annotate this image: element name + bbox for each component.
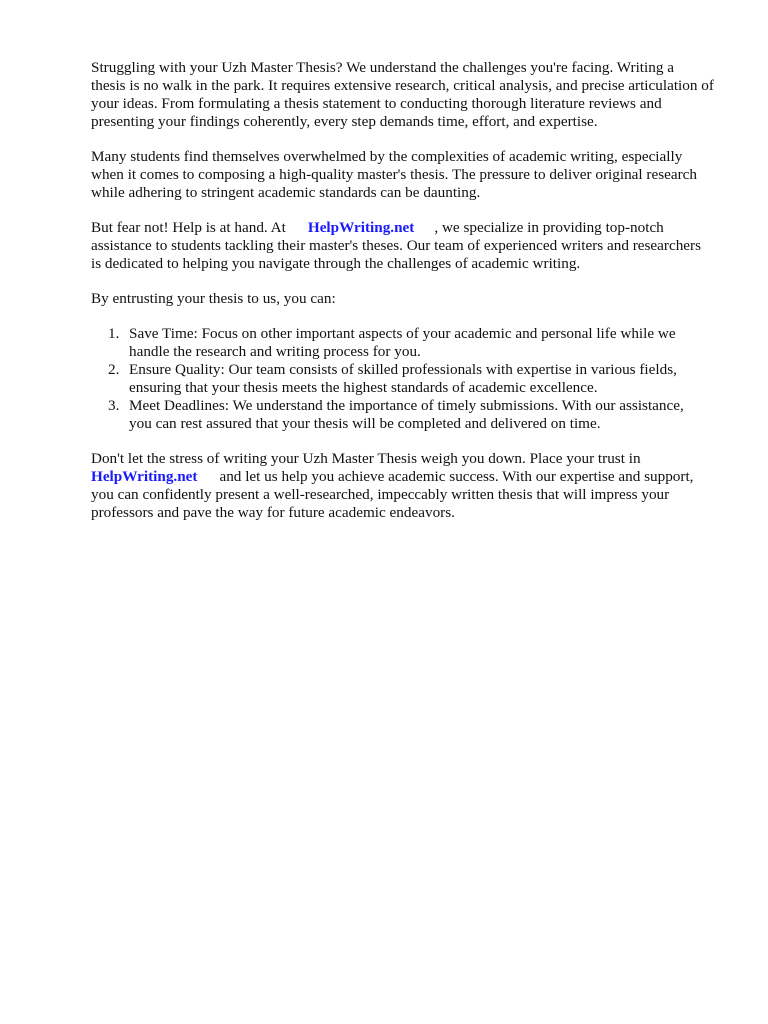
text-line: your ideas. From formulating a thesis statement to conducting thorough literature reviews and (91, 95, 662, 112)
list-item (91, 325, 741, 361)
text-line: you can rest assured that your thesis will be completed and delivered on time. (129, 415, 601, 432)
text-line (91, 468, 741, 486)
text-line: Ensure Quality: Our team consists of skilled professionals with expertise in various fields, (129, 361, 677, 378)
text-fragment: and let us help you achieve academic success. With our expertise and support, (219, 468, 694, 485)
text-line: ensuring that your thesis meets the highest standards of academic excellence. (129, 379, 598, 396)
text-line: is dedicated to helping you navigate through the challenges of academic writing. (91, 255, 581, 272)
list-number: 3. (108, 397, 120, 414)
overwhelmed-paragraph (91, 148, 741, 202)
entrusting-paragraph (91, 290, 741, 308)
text-fragment: , we specialize in providing top-notch (434, 219, 664, 236)
text-line: while adhering to stringent academic standards can be daunting. (91, 184, 481, 201)
text-line: thesis is no walk in the park. It requires extensive research, critical analysis, and precise articulation of (91, 77, 714, 94)
text-line: handle the research and writing process for you. (129, 343, 421, 360)
text-line: Meet Deadlines: We understand the importance of timely submissions. With our assistance, (129, 397, 684, 414)
text-line: Don't let the stress of writing your Uzh Master Thesis weigh you down. Place your trust in (91, 450, 641, 467)
helpwriting-link[interactable]: HelpWriting.net (307, 219, 415, 236)
text-line: presenting your findings coherently, every step demands time, effort, and expertise. (91, 113, 598, 130)
list-number: 2. (108, 361, 120, 378)
help-paragraph (91, 219, 741, 273)
benefits-list (91, 325, 741, 433)
text-line: Many students find themselves overwhelmed by the complexities of academic writing, especially (91, 148, 683, 165)
text-line: By entrusting your thesis to us, you can: (91, 290, 336, 307)
text-line: when it comes to composing a high-quality master's thesis. The pressure to deliver original research (91, 166, 698, 183)
text-line: you can confidently present a well-researched, impeccably written thesis that will impress your (91, 486, 670, 503)
text-line: professors and pave the way for future academic endeavors. (91, 504, 455, 521)
document-page (91, 59, 741, 539)
text-line (91, 219, 741, 237)
list-item (91, 361, 741, 397)
text-line: Struggling with your Uzh Master Thesis? We understand the challenges you're facing. Writing a (91, 59, 674, 76)
text-fragment: But fear not! Help is at hand. At (91, 219, 286, 236)
list-number: 1. (108, 325, 120, 342)
closing-paragraph (91, 450, 741, 522)
text-line: assistance to students tackling their master's theses. Our team of experienced writers and researchers (91, 237, 702, 254)
list-item (91, 397, 741, 433)
text-line: Save Time: Focus on other important aspects of your academic and personal life while we (129, 325, 676, 342)
helpwriting-link[interactable]: HelpWriting.net (91, 468, 198, 485)
intro-paragraph (91, 59, 741, 131)
